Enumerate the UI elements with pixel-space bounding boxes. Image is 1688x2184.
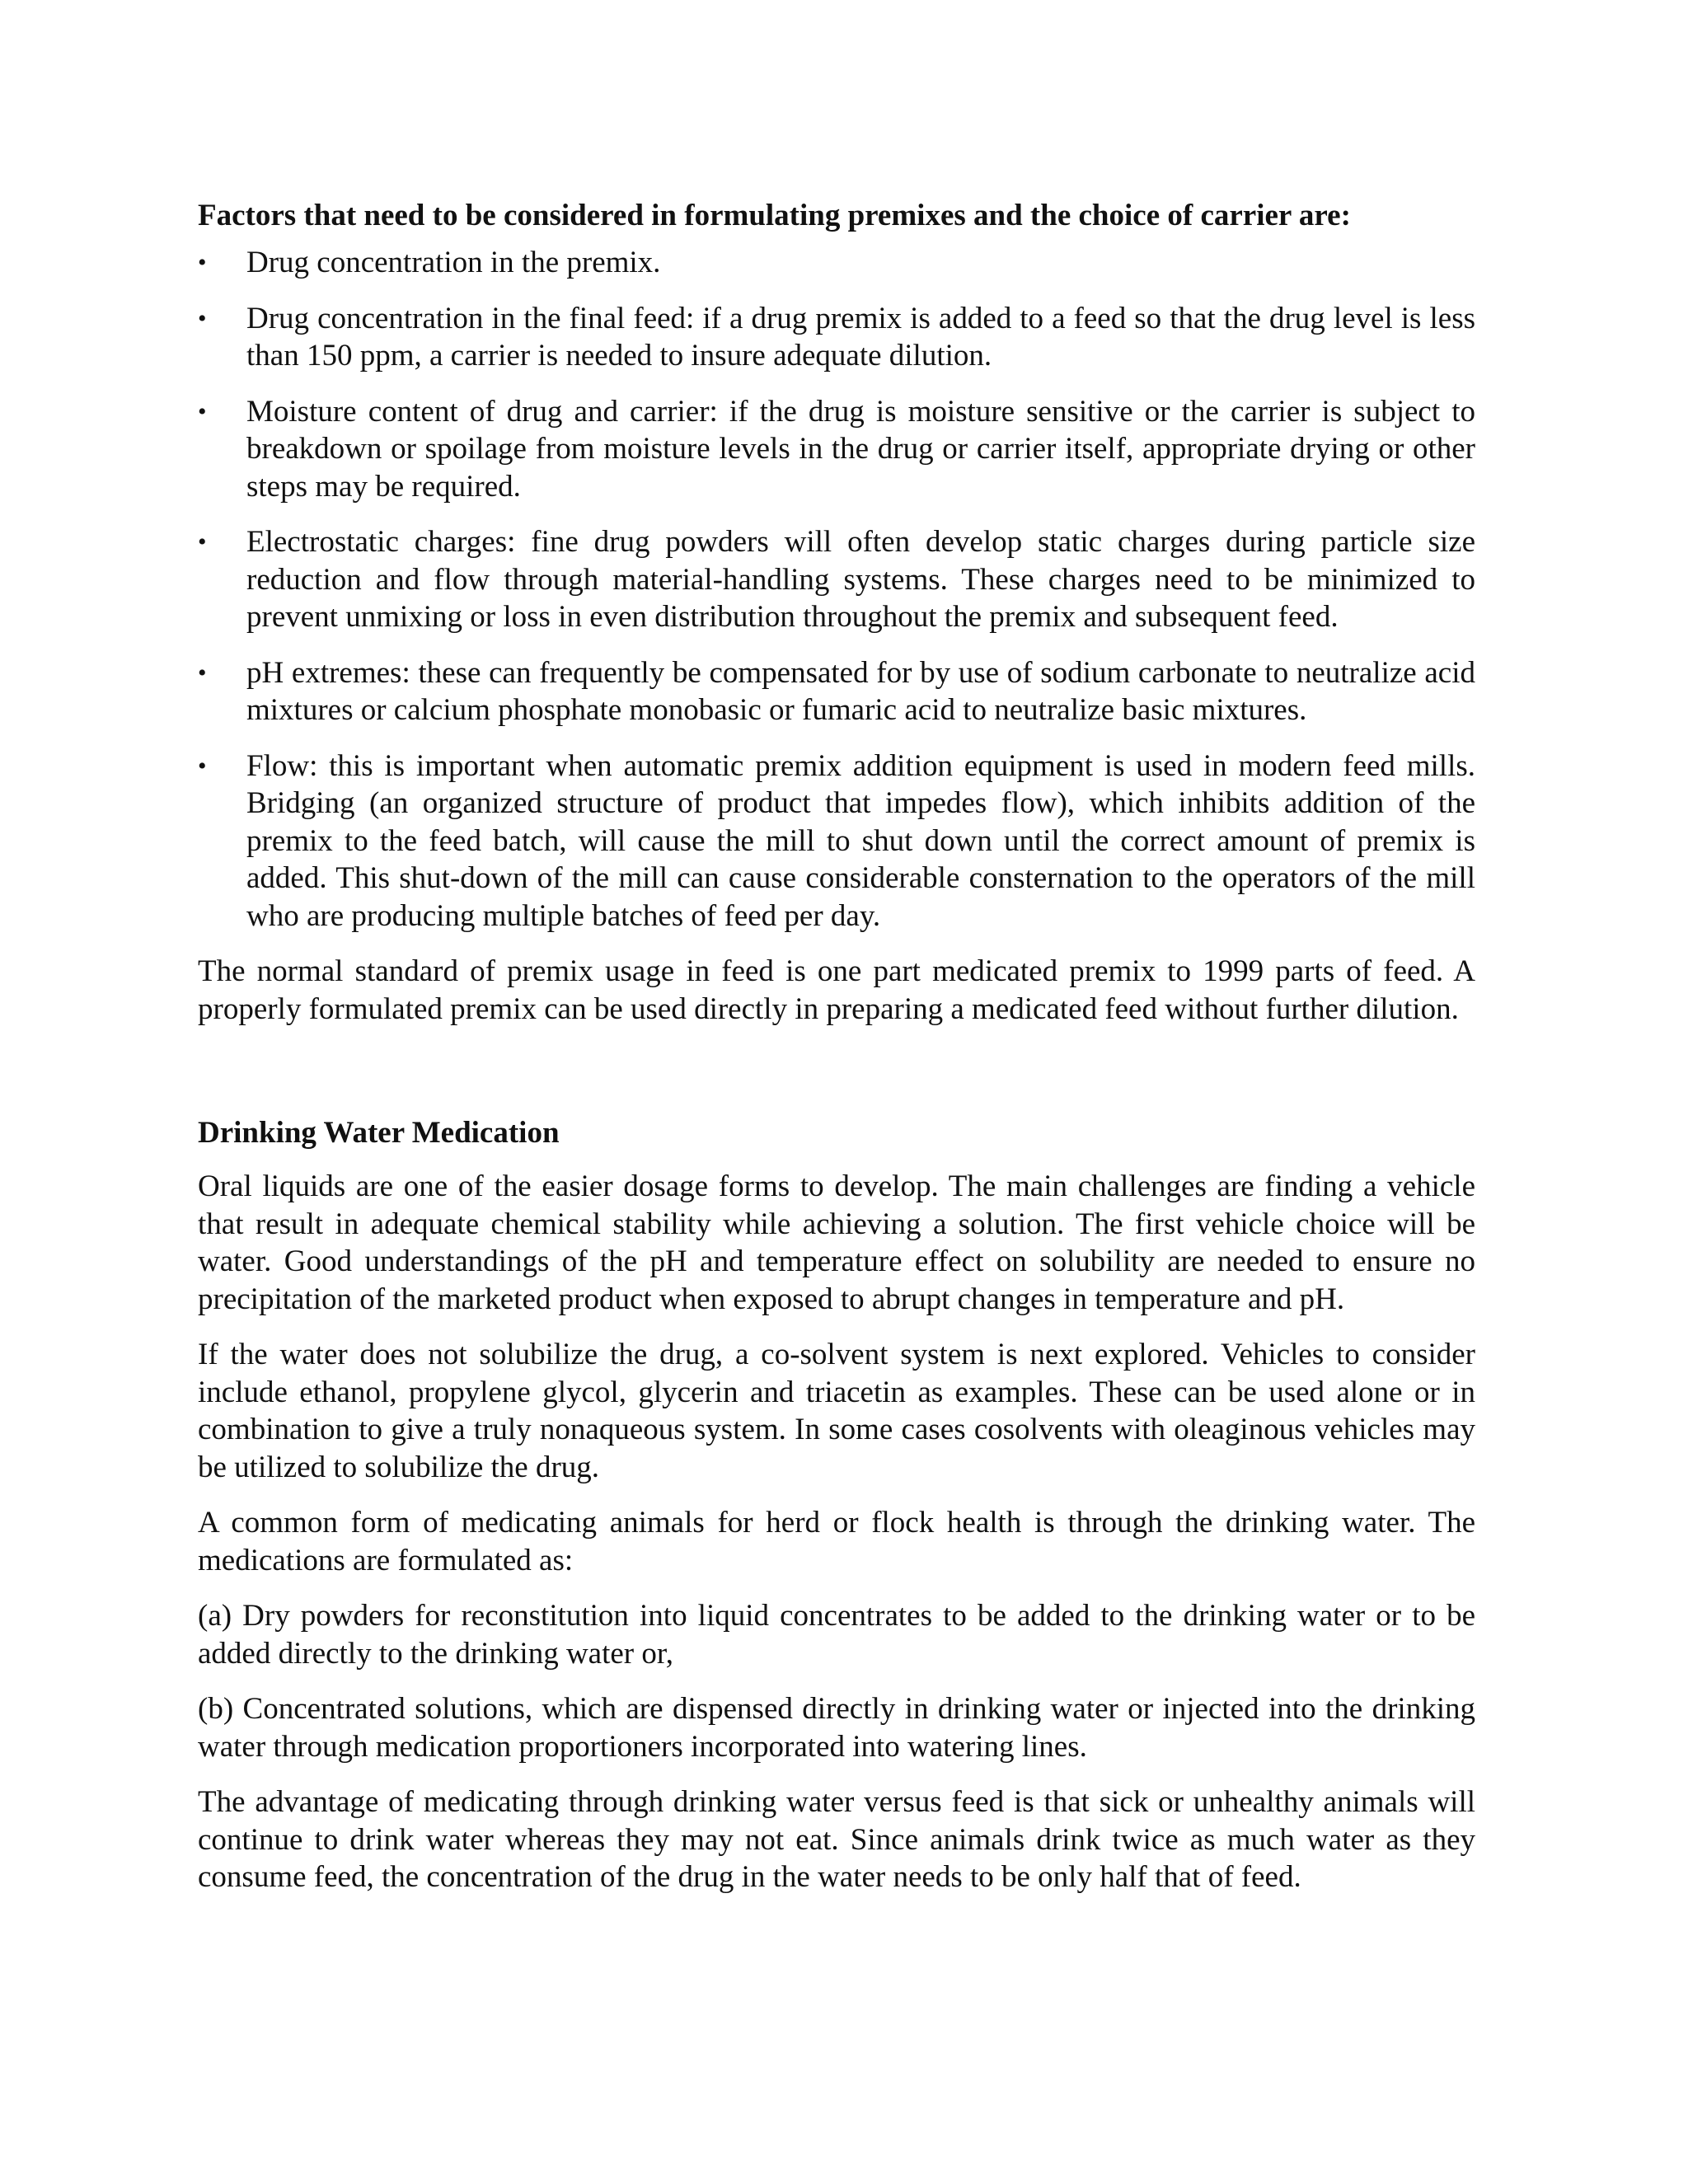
premix-usage-paragraph: The normal standard of premix usage in feed is one part medicated premix to 1999 parts of feed. A properly formulated premix can be used directly in preparing a medicated feed without further dilution. bbox=[198, 954, 1475, 1026]
paragraph-oral-liquids: Oral liquids are one of the easier dosage forms to develop. The main challenges are finding a vehicle that result in adequate chemical stability while achieving a solution. The first vehicle choice will be water. Good understandings of the pH and temperature effect on solubility are needed to ensure no precipitation of the marketed product when exposed to abrupt changes in temperature and pH. bbox=[198, 1169, 1475, 1316]
paragraph-co-solvent: If the water does not solubilize the drug, a co-solvent system is next explored. Vehicles to consider include ethanol, propylene glycol, glycerin and triacetin as examples. These can be used alone or in combination to give a truly nonaqueous system. In some cases cosolvents with oleaginous vehicles may be utilized to solubilize the drug. bbox=[198, 1338, 1475, 1484]
list-item bbox=[198, 393, 1475, 506]
list-item bbox=[198, 523, 1475, 636]
list-item bbox=[198, 748, 1475, 935]
bullet-icon: • bbox=[198, 397, 207, 425]
paragraph-advantage: The advantage of medicating through drinking water versus feed is that sick or unhealthy animals will continue to drink water whereas they may not eat. Since animals drink twice as much water as they consume feed, the concentration of the drug in the water needs to be only half that of feed. bbox=[198, 1785, 1475, 1894]
bullet-icon: • bbox=[198, 249, 207, 276]
bullet-icon: • bbox=[198, 658, 207, 687]
list-item bbox=[198, 654, 1475, 729]
list-item bbox=[198, 300, 1475, 375]
bullet-icon: • bbox=[198, 752, 207, 780]
list-item-text: Drug concentration in the final feed: if a drug premix is added to a feed so that the drug level is less than 150 ppm, a carrier is needed to insure adequate dilution. bbox=[246, 301, 1475, 373]
section-heading-drinking-water: Drinking Water Medication bbox=[198, 1116, 560, 1150]
section-heading-premix-factors: Factors that need to be considered in formulating premixes and the choice of carrier are: bbox=[198, 199, 1351, 232]
paragraph-concentrated-solutions: (b) Concentrated solutions, which are dispensed directly in drinking water or injected into the drinking water through medication proportioners incorporated into watering lines. bbox=[198, 1692, 1475, 1764]
premix-factors-list bbox=[198, 244, 1475, 935]
list-item-text: Moisture content of drug and carrier: if the drug is moisture sensitive or the carrier is subject to breakdown or spoilage from moisture levels in the drug or carrier itself, appropriate drying or other steps may be required. bbox=[246, 394, 1475, 504]
document-page bbox=[198, 196, 1475, 1915]
list-item-text: Electrostatic charges: fine drug powders will often develop static charges during particle size reduction and flow through material-handling systems. These charges need to be minimized to prevent unmixing or loss in even distribution throughout the premix and subsequent feed. bbox=[246, 525, 1475, 634]
list-item-text: Flow: this is important when automatic premix addition equipment is used in modern feed mills. Bridging (an organized structure of product that impedes flow), which inhibits addition of the premix to the feed batch, will cause the mill to shut down until the correct amount of premix is added. This shut-down of the mill can cause considerable consternation to the operators of the mill who are producing multiple batches of feed per day. bbox=[246, 748, 1475, 933]
list-item-text: pH extremes: these can frequently be compensated for by use of sodium carbonate to neutralize acid mixtures or calcium phosphate monobasic or fumaric acid to neutralize basic mixtures. bbox=[246, 655, 1475, 727]
bullet-icon: • bbox=[198, 528, 207, 555]
list-item bbox=[198, 244, 1475, 282]
list-item-text: Drug concentration in the premix. bbox=[246, 246, 661, 279]
paragraph-dry-powders: (a) Dry powders for reconstitution into liquid concentrates to be added to the drinking water or to be added directly to the drinking water or, bbox=[198, 1599, 1475, 1671]
paragraph-common-form: A common form of medicating animals for herd or flock health is through the drinking water. The medications are formulated as: bbox=[198, 1506, 1475, 1577]
bullet-icon: • bbox=[198, 304, 207, 332]
